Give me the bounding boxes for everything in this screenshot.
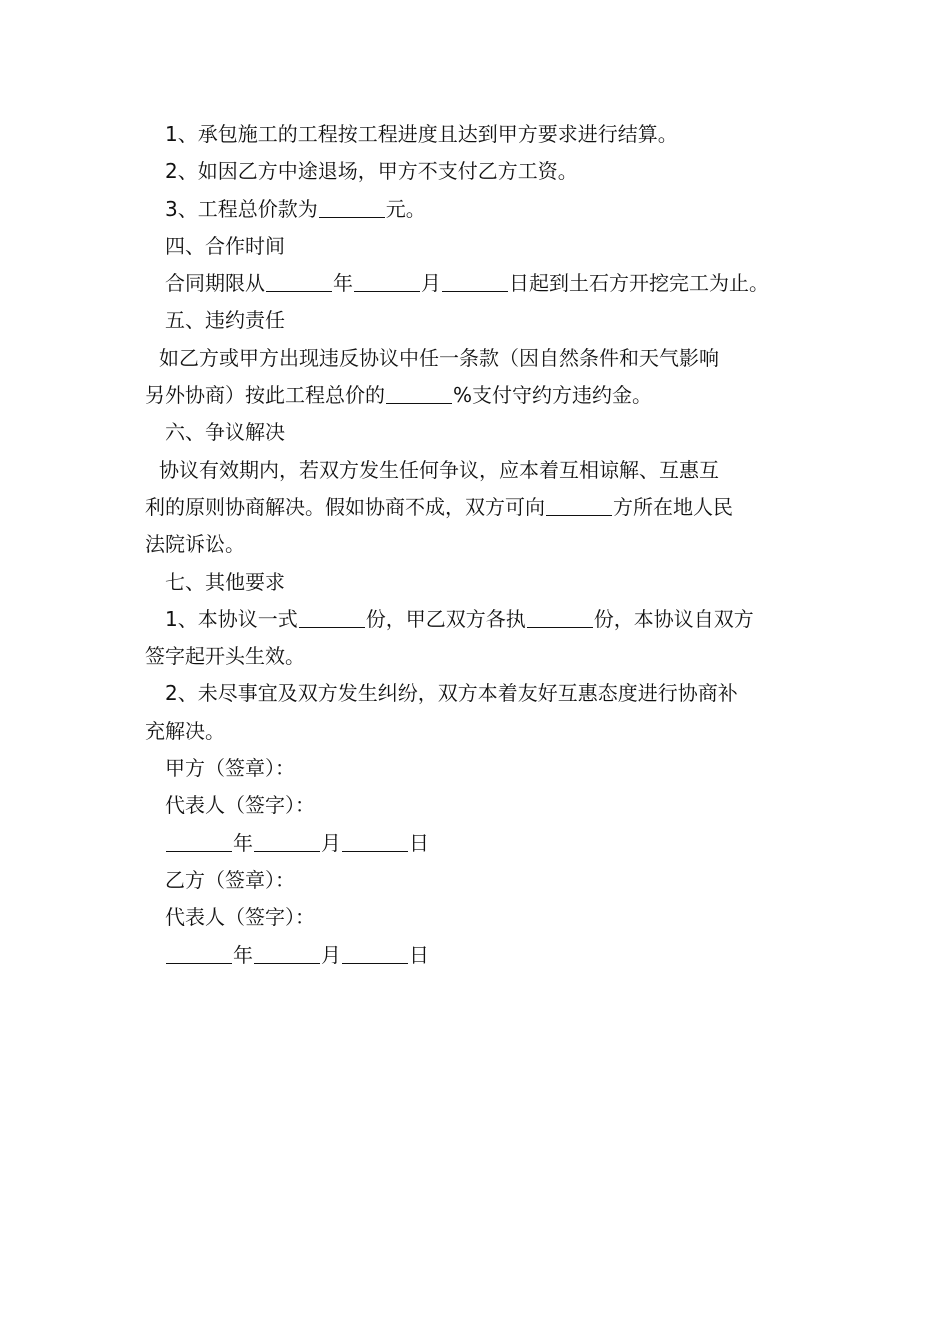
text-run: 五、违约责任 [165,308,285,333]
text-run: 方所在地人民 [613,494,733,519]
text-run: 日起到土石方开挖完工为止。 [509,271,769,296]
heading-other [145,564,810,601]
text-run: 元。 [385,196,426,221]
clause-dispute-3 [145,526,810,563]
clause-exit [145,153,810,190]
text-run: 乙方（签章）： [165,867,295,892]
party-b-rep [145,899,810,936]
clause-copies-2 [145,638,810,675]
text-run: 另外协商）按此工程总价的 [145,383,385,408]
text-run: 年 [233,942,253,967]
text-run: 代表人（签字）： [165,905,315,930]
fill-in-blank [527,605,593,628]
text-run: 如乙方或甲方出现违反协议中任一条款（因自然条件和天气影响 [159,345,719,370]
clause-misc-1 [145,675,810,712]
fill-in-blank [299,605,365,628]
text-run: 月 [421,271,441,296]
fill-in-blank [166,941,232,964]
clause-dispute-1 [145,452,810,489]
fill-in-blank [266,269,332,292]
text-run: 1、承包施工的工程按工程进度且达到甲方要求进行结算。 [165,122,678,146]
text-run: 2、未尽事宜及双方发生纠纷，双方本着友好互惠态度进行协商补 [165,681,738,706]
text-run: 份，甲乙双方各执 [365,606,526,631]
text-run: %支付守约方违约金。 [453,383,653,408]
clause-breach-2 [145,377,810,414]
fill-in-blank [546,493,612,516]
fill-in-blank [342,829,408,852]
text-run: 月 [321,830,341,855]
fill-in-blank [319,195,385,218]
text-run: 年 [333,271,353,296]
text-run: 份，本协议自双方 [593,606,754,631]
text-run: 七、其他要求 [165,569,285,594]
fill-in-blank [166,829,232,852]
clause-settlement [145,116,810,153]
clause-copies-1 [145,601,810,638]
clause-dispute-2 [145,489,810,526]
clause-total-price [145,191,810,228]
clause-breach-1 [145,340,810,377]
fill-in-blank [354,269,420,292]
text-run: 签字起开头生效。 [145,644,305,669]
text-run: 法院诉讼。 [145,532,245,557]
heading-breach [145,302,810,339]
text-run: 利的原则协商解决。假如协商不成，双方可向 [145,494,545,519]
clause-misc-2 [145,713,810,750]
text-run: 1、本协议一式 [165,606,298,631]
text-run: 充解决。 [145,718,225,743]
text-run: 2、如因乙方中途退场，甲方不支付乙方工资。 [165,159,578,184]
fill-in-blank [386,381,452,404]
text-run: 日 [409,830,429,855]
fill-in-blank [342,941,408,964]
text-run: 协议有效期内，若双方发生任何争议，应本着互相谅解、互惠互 [159,457,719,482]
text-run: 甲方（签章）： [165,756,295,781]
party-b-date [145,937,810,974]
text-run: 3、工程总价款为 [165,196,318,221]
clause-term [145,265,810,302]
text-run: 日 [409,942,429,967]
party-a-seal [145,750,810,787]
text-run: 四、合作时间 [165,233,285,258]
fill-in-blank [442,269,508,292]
party-a-rep [145,787,810,824]
text-run: 六、争议解决 [165,420,285,445]
contract-body [145,116,810,974]
party-b-seal [145,862,810,899]
party-a-date [145,825,810,862]
text-run: 合同期限从 [165,271,265,296]
heading-cooperation-time [145,228,810,265]
text-run: 年 [233,830,253,855]
text-run: 月 [321,942,341,967]
heading-dispute [145,414,810,451]
fill-in-blank [254,941,320,964]
fill-in-blank [254,829,320,852]
text-run: 代表人（签字）： [165,793,315,818]
